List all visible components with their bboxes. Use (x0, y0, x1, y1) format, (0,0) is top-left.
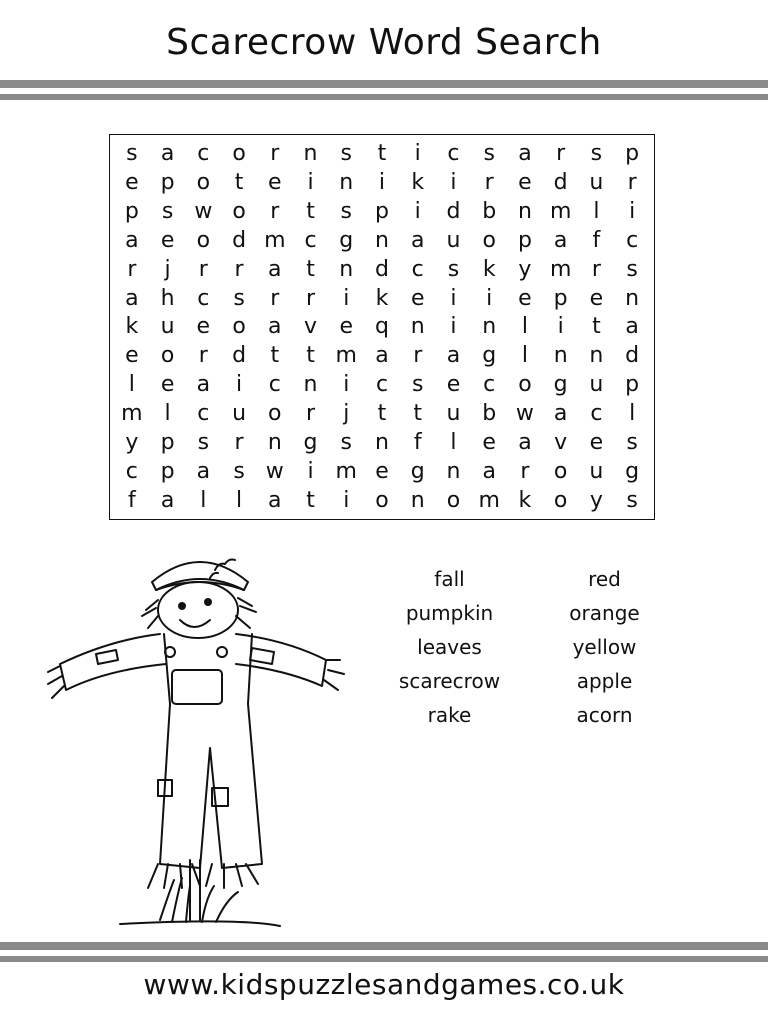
word-list-item: red (588, 567, 621, 591)
website-url: www.kidspuzzlesandgames.co.uk (143, 968, 625, 1001)
grid-letter: p (553, 285, 568, 311)
grid-letter: a (482, 459, 496, 485)
grid-letter: t (377, 140, 387, 166)
grid-letter: c (268, 372, 281, 398)
grid-letter: t (413, 401, 423, 427)
grid-letter: s (340, 140, 352, 166)
word-list-item: rake (427, 703, 472, 727)
grid-letter: l (235, 488, 243, 514)
grid-letter: p (160, 169, 175, 195)
grid-letter: s (340, 430, 352, 456)
grid-letter: e (518, 169, 532, 195)
grid-letter: r (270, 198, 280, 224)
grid-letter: t (377, 401, 387, 427)
grid-letter: j (343, 401, 350, 427)
grid-letter: n (339, 169, 354, 195)
grid-letter: r (234, 256, 244, 282)
grid-letter: l (521, 314, 528, 340)
grid-letter: c (304, 227, 317, 253)
grid-letter: r (198, 256, 208, 282)
grid-letter: t (592, 314, 601, 340)
grid-letter: g (303, 430, 318, 456)
grid-letter: m (549, 198, 572, 224)
word-list-item: scarecrow (398, 669, 501, 693)
grid-letter: o (553, 488, 568, 514)
grid-letter: a (625, 314, 639, 340)
grid-letter: t (234, 169, 244, 195)
grid-letter: s (340, 198, 352, 224)
grid-letter: a (196, 372, 211, 398)
grid-letter: t (306, 256, 315, 282)
grid-letter: y (125, 430, 139, 456)
grid-letter: d (232, 343, 247, 369)
grid-letter: i (414, 198, 421, 224)
grid-letter: c (447, 140, 460, 166)
grid-letter: e (196, 314, 211, 340)
grid-letter: e (410, 285, 425, 311)
footer-divider-thin (0, 956, 768, 962)
grid-letter: n (267, 430, 282, 456)
grid-letter: p (517, 227, 532, 253)
word-list (372, 562, 682, 732)
header-divider-thick (0, 80, 768, 88)
grid-letter: h (160, 285, 175, 311)
grid-letter: g (625, 459, 640, 485)
grid-letter: a (268, 488, 282, 514)
grid-letter: r (306, 285, 316, 311)
grid-letter: o (196, 169, 211, 195)
grid-letter: n (303, 372, 318, 398)
grid-letter: s (233, 285, 245, 311)
grid-letter: w (265, 459, 284, 485)
grid-letter: e (375, 459, 389, 485)
grid-letter: s (233, 459, 245, 485)
grid-letter: u (589, 459, 604, 485)
grid-letter: d (375, 256, 389, 282)
grid-letter: q (375, 314, 389, 340)
grid-letter: o (196, 227, 211, 253)
grid-letter: e (482, 430, 496, 456)
grid-letter: n (482, 314, 497, 340)
grid-letter: a (196, 459, 211, 485)
grid-letter: r (127, 256, 137, 282)
grid-letter: n (410, 488, 425, 514)
grid-letter: o (375, 488, 389, 514)
grid-letter: o (232, 140, 246, 166)
grid-letter: y (518, 256, 532, 282)
grid-letter: e (125, 169, 139, 195)
grid-letter: a (553, 401, 568, 427)
grid-letter: s (626, 430, 638, 456)
grid-letter: r (306, 401, 316, 427)
grid-letter: c (375, 372, 389, 398)
grid-letter: m (264, 227, 286, 253)
grid-letter: r (270, 285, 280, 311)
grid-letter: i (450, 285, 457, 311)
scarecrow-illustration (40, 530, 360, 950)
grid-letter: e (589, 285, 604, 311)
grid-letter: o (518, 372, 532, 398)
header-divider-thin (0, 94, 768, 100)
grid-letter: i (450, 169, 457, 195)
grid-letter: c (197, 401, 210, 427)
word-search-grid (114, 139, 650, 515)
grid-letter: s (126, 140, 138, 166)
grid-letter: s (197, 430, 210, 456)
grid-letter: i (414, 140, 421, 166)
grid-letter: i (450, 314, 457, 340)
grid-letter: l (200, 488, 207, 514)
grid-letter: e (589, 430, 604, 456)
grid-letter: i (307, 459, 314, 485)
grid-letter: c (590, 401, 603, 427)
grid-letter: u (232, 401, 247, 427)
grid-letter: d (625, 343, 640, 369)
grid-letter: d (553, 169, 568, 195)
grid-letter: a (518, 430, 532, 456)
grid-letter: k (125, 314, 139, 340)
grid-letter: i (557, 314, 564, 340)
grid-letter: r (627, 169, 637, 195)
grid-letter: m (335, 343, 357, 369)
grid-letter: a (410, 227, 425, 253)
grid-letter: o (232, 314, 246, 340)
grid-letter: i (343, 285, 350, 311)
grid-letter: d (446, 198, 461, 224)
grid-letter: a (125, 227, 139, 253)
grid-letter: n (375, 227, 389, 253)
grid-letter: e (125, 343, 139, 369)
grid-letter: r (270, 140, 280, 166)
grid-letter: s (626, 256, 638, 282)
word-list-item: pumpkin (405, 601, 494, 625)
grid-letter: n (375, 430, 389, 456)
grid-letter: i (378, 169, 386, 195)
grid-letter: s (447, 256, 460, 282)
grid-letter: r (198, 343, 208, 369)
grid-letter: p (625, 372, 640, 398)
grid-letter: u (446, 401, 461, 427)
grid-letter: c (626, 227, 639, 253)
grid-letter: a (268, 256, 282, 282)
grid-letter: e (160, 227, 175, 253)
grid-letter: a (446, 343, 461, 369)
grid-letter: n (339, 256, 354, 282)
grid-letter: w (515, 401, 534, 427)
grid-letter: r (413, 343, 423, 369)
grid-letter: n (410, 314, 425, 340)
grid-letter: c (125, 459, 138, 485)
grid-letter: s (161, 198, 174, 224)
grid-letter: l (128, 372, 135, 398)
grid-letter: c (197, 140, 210, 166)
grid-letter: i (235, 372, 243, 398)
word-list-item: acorn (576, 703, 633, 727)
grid-letter: c (411, 256, 424, 282)
grid-letter: n (517, 198, 532, 224)
grid-letter: v (304, 314, 318, 340)
grid-letter: m (549, 256, 572, 282)
grid-letter: p (625, 140, 640, 166)
grid-letter: s (411, 372, 424, 398)
grid-letter: a (160, 488, 175, 514)
grid-letter: g (482, 343, 497, 369)
grid-letter: o (553, 459, 568, 485)
grid-letter: r (484, 169, 494, 195)
grid-letter: p (160, 430, 175, 456)
word-list-item: orange (569, 601, 640, 625)
grid-letter: o (232, 198, 246, 224)
grid-letter: y (589, 488, 603, 514)
grid-letter: s (483, 140, 495, 166)
grid-letter: e (446, 372, 461, 398)
grid-letter: e (339, 314, 354, 340)
grid-letter: r (234, 430, 244, 456)
grid-letter: l (593, 198, 600, 224)
grid-letter: o (482, 227, 496, 253)
grid-letter: k (518, 488, 532, 514)
grid-letter: a (268, 314, 282, 340)
grid-letter: e (518, 285, 532, 311)
grid-letter: s (590, 140, 603, 166)
grid-letter: g (410, 459, 425, 485)
grid-letter: f (413, 430, 422, 456)
grid-letter: n (303, 140, 318, 166)
grid-letter: u (589, 169, 604, 195)
grid-letter: o (446, 488, 461, 514)
grid-letter: u (589, 372, 604, 398)
grid-letter: n (625, 285, 640, 311)
grid-letter: u (160, 314, 175, 340)
grid-letter: k (375, 285, 389, 311)
grid-letter: g (339, 227, 354, 253)
grid-letter: l (629, 401, 636, 427)
grid-letter: i (343, 488, 350, 514)
grid-letter: t (306, 343, 315, 369)
grid-letter: w (194, 198, 213, 224)
grid-letter: f (592, 227, 601, 253)
grid-letter: e (160, 372, 175, 398)
grid-letter: b (482, 198, 497, 224)
grid-letter: a (160, 140, 175, 166)
footer-divider-thick (0, 942, 768, 950)
grid-letter: s (626, 488, 638, 514)
grid-letter: m (335, 459, 357, 485)
grid-letter: n (553, 343, 568, 369)
grid-letter: p (124, 198, 139, 224)
grid-letter: p (375, 198, 389, 224)
grid-letter: d (232, 227, 247, 253)
grid-letter: a (125, 285, 139, 311)
grid-letter: f (127, 488, 136, 514)
grid-letter: k (482, 256, 496, 282)
grid-letter: a (375, 343, 389, 369)
grid-letter: k (411, 169, 425, 195)
grid-letter: a (518, 140, 532, 166)
word-search-grid-frame (109, 134, 655, 520)
grid-letter: i (343, 372, 350, 398)
grid-letter: r (556, 140, 566, 166)
grid-letter: e (268, 169, 282, 195)
grid-letter: m (121, 401, 143, 427)
grid-letter: v (554, 430, 568, 456)
grid-letter: t (270, 343, 280, 369)
grid-letter: i (307, 169, 314, 195)
grid-letter: o (160, 343, 175, 369)
page-title: Scarecrow Word Search (166, 22, 602, 63)
grid-letter: i (486, 285, 493, 311)
grid-letter: m (478, 488, 500, 514)
grid-letter: t (306, 198, 315, 224)
grid-letter: a (553, 227, 568, 253)
grid-letter: n (589, 343, 604, 369)
grid-letter: l (164, 401, 171, 427)
grid-letter: i (629, 198, 636, 224)
word-list-item: fall (434, 567, 465, 591)
grid-letter: l (521, 343, 528, 369)
grid-letter: p (160, 459, 175, 485)
grid-letter: u (446, 227, 461, 253)
grid-letter: r (520, 459, 530, 485)
grid-letter: c (197, 285, 210, 311)
grid-letter: r (591, 256, 601, 282)
word-list-item: apple (576, 669, 633, 693)
grid-letter: t (306, 488, 315, 514)
grid-letter: n (446, 459, 461, 485)
grid-letter: c (483, 372, 496, 398)
grid-letter: b (482, 401, 497, 427)
grid-letter: j (164, 256, 171, 282)
grid-letter: l (450, 430, 457, 456)
grid-letter: g (553, 372, 568, 398)
word-list-item: leaves (417, 635, 482, 659)
word-list-item: yellow (572, 635, 637, 659)
grid-letter: o (268, 401, 282, 427)
